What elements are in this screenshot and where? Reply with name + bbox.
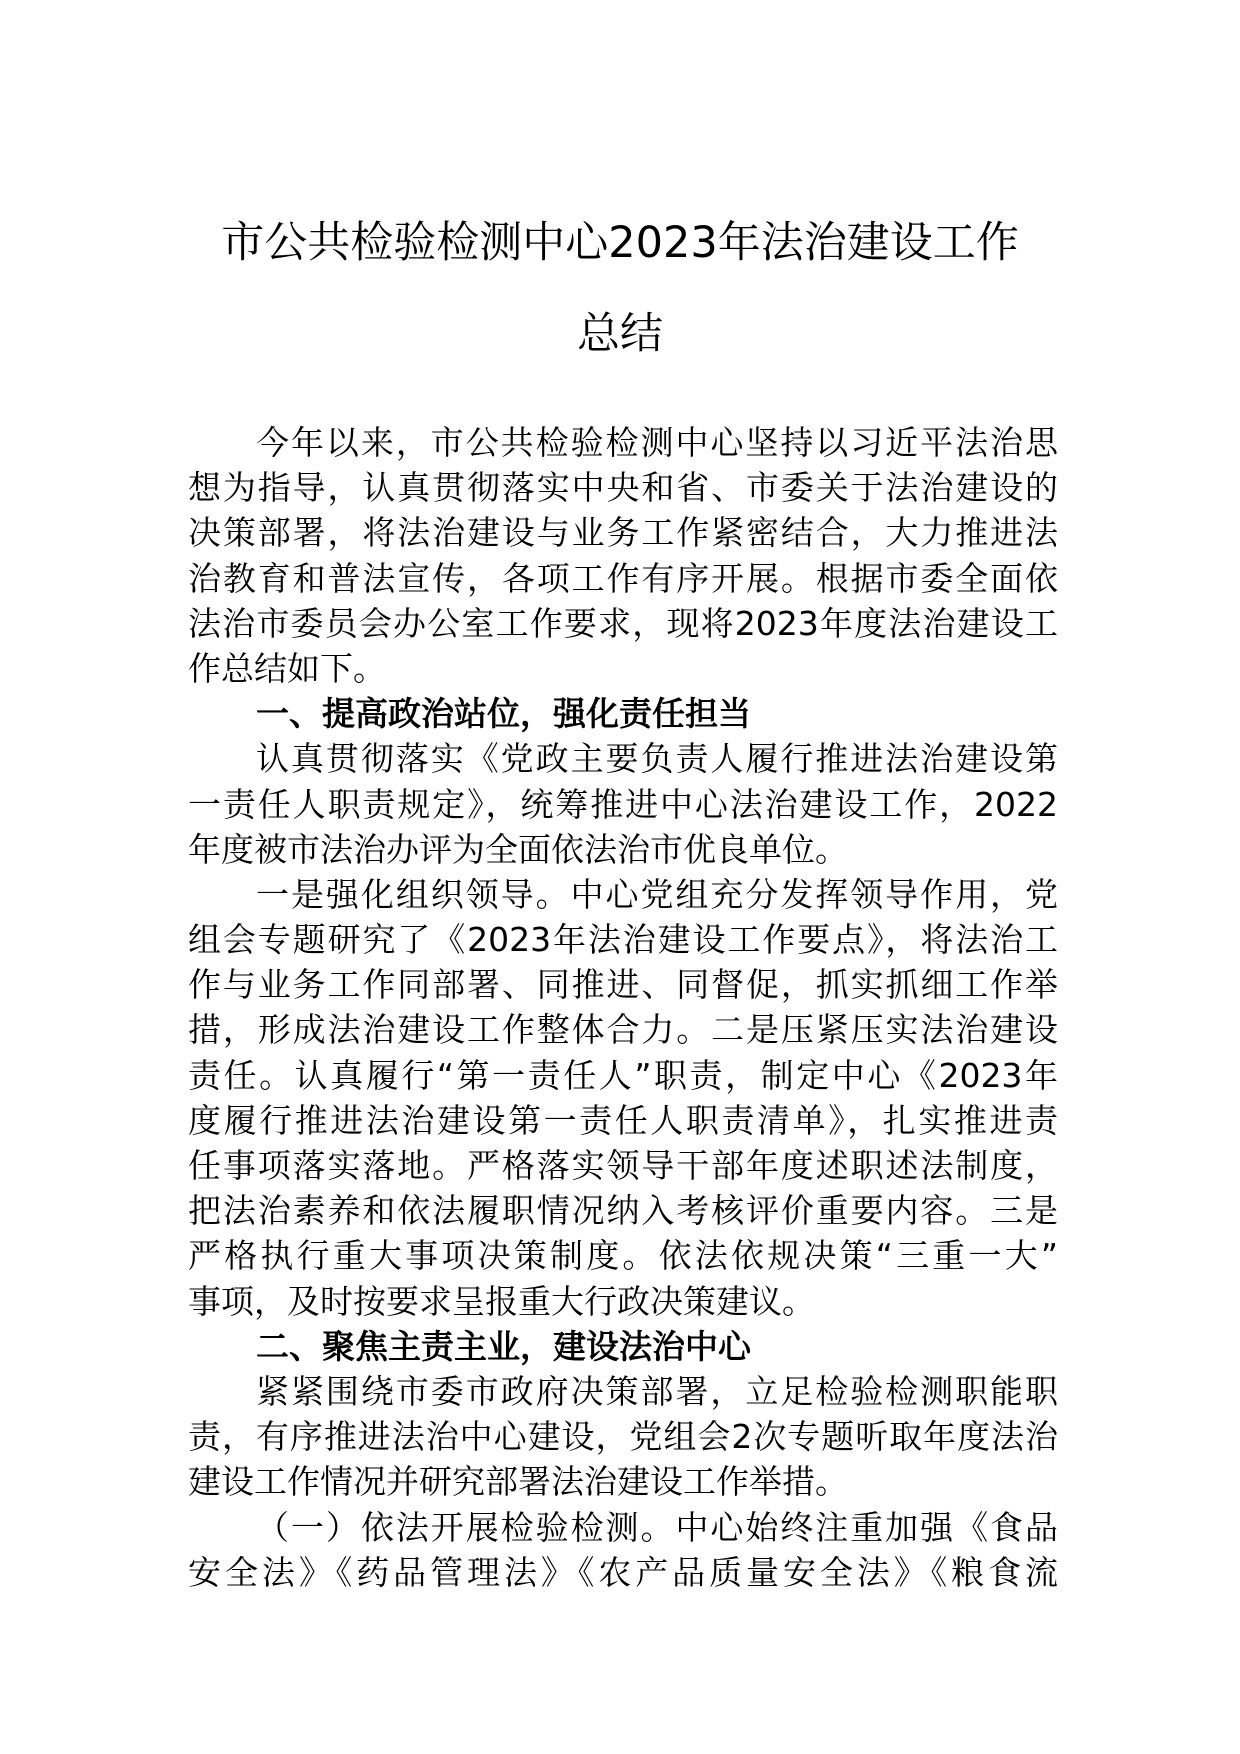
paragraph-line: 措，形成法治建设工作整体合力。二是压紧压实法治建设: [188, 1010, 1058, 1050]
paragraph-line: 法治市委员会办公室工作要求，现将2023年度法治建设工: [188, 603, 1058, 643]
paragraph-line: 严格执行重大事项决策制度。依法依规决策“三重一大”: [188, 1236, 1058, 1276]
paragraph-line: 事项，及时按要求呈报重大行政决策建议。: [188, 1281, 815, 1321]
paragraph-line: 责任。认真履行“第一责任人”职责，制定中心《2023年: [188, 1055, 1058, 1095]
paragraph-line: 把法治素养和依法履职情况纳入考核评价重要内容。三是: [188, 1191, 1058, 1231]
paragraph-line: 治教育和普法宣传，各项工作有序开展。根据市委全面依: [188, 558, 1058, 598]
paragraph-line: 今年以来，市公共检验检测中心坚持以习近平法治思: [256, 423, 1058, 462]
paragraph-line: 一是强化组织领导。中心党组充分发挥领导作用，党: [256, 874, 1058, 914]
paragraph-line: 度履行推进法治建设第一责任人职责清单》，扎实推进责: [188, 1100, 1058, 1140]
paragraph-line: 任事项落实落地。严格落实领导干部年度述职述法制度，: [188, 1146, 1058, 1185]
paragraph-line: 决策部署，将法治建设与业务工作紧密结合，大力推进法: [188, 513, 1058, 553]
paragraph-line: 作总结如下。: [188, 648, 386, 688]
paragraph-line: 建设工作情况并研究部署法治建设工作举措。: [188, 1462, 848, 1502]
document-body: [188, 420, 1058, 1595]
paragraph-line: （一）依法开展检验检测。中心始终注重加强《食品: [256, 1507, 1058, 1547]
document-title-line-2: 总结: [577, 309, 663, 359]
paragraph-line: 作与业务工作同部署、同推进、同督促，抓实抓细工作举: [188, 965, 1058, 1005]
paragraph-line: 想为指导，认真贯彻落实中央和省、市委关于法治建设的: [188, 468, 1058, 508]
paragraph-line: 组会专题研究了《2023年法治建设工作要点》，将法治工: [188, 920, 1058, 960]
paragraph-line: 紧紧围绕市委市政府决策部署，立足检验检测职能职: [256, 1371, 1058, 1411]
paragraph-line: 年度被市法治办评为全面依法治市优良单位。: [188, 829, 848, 869]
paragraph-line: 一责任人职责规定》，统筹推进中心法治建设工作，2022: [188, 784, 1058, 824]
paragraph-line: 认真贯彻落实《党政主要负责人履行推进法治建设第: [256, 739, 1058, 779]
section-heading-2: 二、聚焦主责主业，建设法治中心: [256, 1326, 751, 1366]
paragraph-line: 安全法》《药品管理法》《农产品质量安全法》《粮食流: [188, 1552, 1058, 1592]
paragraph-line: 责，有序推进法治中心建设，党组会2次专题听取年度法治: [188, 1417, 1058, 1457]
document-title-line-1: 市公共检验检测中心2023年法治建设工作: [221, 218, 1019, 268]
section-heading-1: 一、提高政治站位，强化责任担当: [256, 694, 751, 734]
